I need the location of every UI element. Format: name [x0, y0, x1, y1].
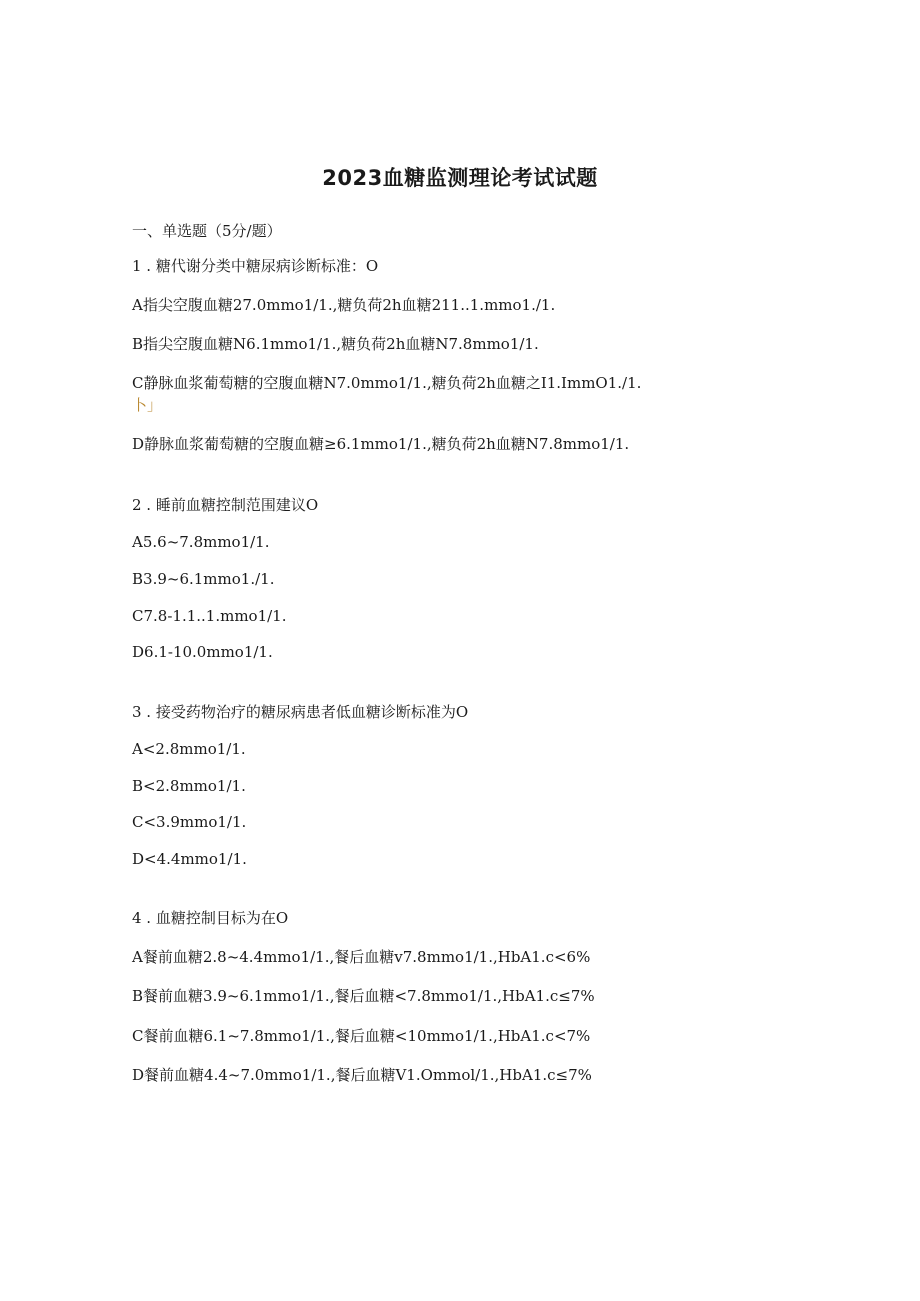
question-2-option-a: A5.6~7.8mmo1/1. — [132, 533, 270, 551]
question-3-option-b: B<2.8mmo1/1. — [132, 777, 246, 795]
page-title: 2023血糖监测理论考试试题 — [322, 166, 598, 190]
question-1-option-b: B指尖空腹血糖N6.1mmo1/1.,糖负荷2h血糖N7.8mmo1/1. — [132, 335, 539, 353]
question-1-stem: 1 . 糖代谢分类中糖尿病诊断标准：O — [132, 257, 379, 275]
scan-mark: 卜」 — [132, 396, 163, 414]
question-1-option-a: A指尖空腹血糖27.0mmo1/1.,糖负荷2h血糖211..1.mmo1./1. — [132, 296, 556, 314]
question-1-option-d: D静脉血浆葡萄糖的空腹血糖≥6.1mmo1/1.,糖负荷2h血糖N7.8mmo1/1. — [132, 435, 630, 453]
question-4-option-d: D餐前血糖4.4~7.0mmo1/1.,餐后血糖V1.Ommol/1.,HbA1.c≤7% — [132, 1066, 592, 1084]
question-2-option-b: B3.9~6.1mmo1./1. — [132, 570, 275, 588]
question-2-stem: 2 . 睡前血糖控制范围建议O — [132, 496, 319, 514]
section-heading: 一、单选题（5分/题） — [132, 222, 282, 240]
question-4-option-a: A餐前血糖2.8~4.4mmo1/1.,餐后血糖v7.8mmo1/1.,HbA1.c<6% — [132, 948, 591, 966]
question-1-option-c: C静脉血浆葡萄糖的空腹血糖N7.0mmo1/1.,糖负荷2h血糖之I1.ImmO1./1. — [132, 374, 642, 392]
question-3-stem: 3 . 接受药物治疗的糖尿病患者低血糖诊断标准为O — [132, 703, 469, 721]
question-3-option-a: A<2.8mmo1/1. — [132, 740, 246, 758]
question-3-option-d: D<4.4mmo1/1. — [132, 850, 247, 868]
question-4-option-b: B餐前血糖3.9~6.1mmo1/1.,餐后血糖<7.8mmo1/1.,HbA1.c≤7% — [132, 987, 595, 1005]
question-4-stem: 4 . 血糖控制目标为在O — [132, 909, 289, 927]
question-2-option-c: C7.8-1.1..1.mmo1/1. — [132, 607, 287, 625]
question-2-option-d: D6.1-10.0mmo1/1. — [132, 643, 273, 661]
question-4-option-c: C餐前血糖6.1~7.8mmo1/1.,餐后血糖<10mmo1/1.,HbA1.c<7% — [132, 1027, 591, 1045]
question-3-option-c: C<3.9mmo1/1. — [132, 813, 247, 831]
